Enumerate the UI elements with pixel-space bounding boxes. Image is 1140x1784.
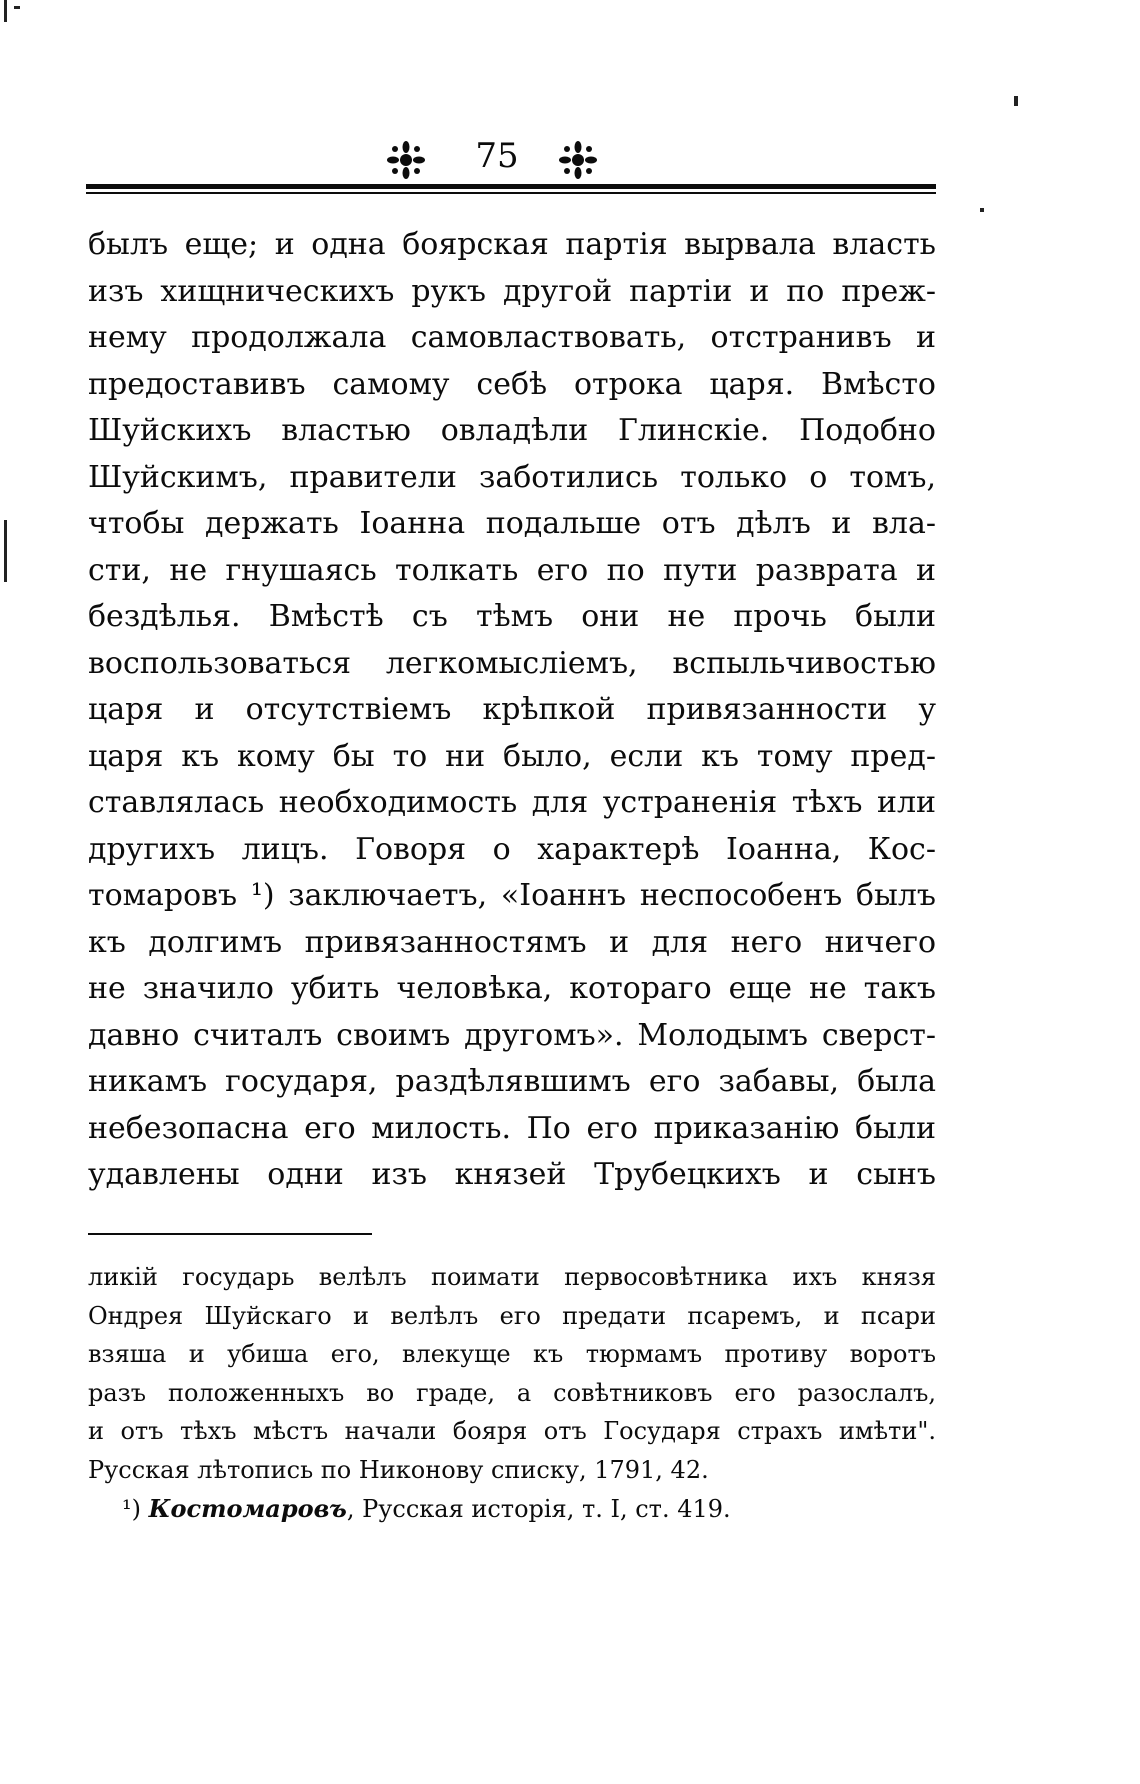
text-line: давно считалъ своимъ другомъ». Молодымъ сверст- (88, 1017, 936, 1053)
scan-mark (4, 0, 7, 22)
text-line: царя и отсутствіемъ крѣпкой привязанности у (88, 692, 936, 727)
scan-mark (14, 6, 20, 9)
text-line: царя къ кому бы то ни было, если къ тому пред- (88, 738, 936, 774)
header-rule-thick (86, 184, 936, 189)
footnote-line: Русская лѣтопись по Никонову списку, 1791, 42. (88, 1455, 709, 1484)
footnote-line: взяша и убиша его, влекуще къ тюрмамъ противу воротъ (88, 1340, 936, 1368)
text-line: чтобы держать Іоанна подальше отъ дѣлъ и вла- (88, 506, 936, 541)
main-text (88, 222, 936, 1199)
text-line: другихъ лицъ. Говоря о характерѣ Іоанна, Кос- (88, 831, 936, 867)
text-line: ставлялась необходимость для устраненія тѣхъ или (88, 785, 936, 820)
footnotes (88, 1258, 936, 1529)
text-line: предоставивъ самому себѣ отрока царя. Вмѣсто (88, 366, 936, 402)
text-line: нему продолжала самовластвовать, отстранивъ и (88, 320, 936, 355)
footnote-citation: , Русская исторія, т. I, ст. 419. (346, 1495, 731, 1523)
text-line: удавлены одни изъ князей Трубецкихъ и сынъ (88, 1157, 936, 1192)
footnote-line: и отъ тѣхъ мѣстъ начали бояря отъ Государя страхъ имѣти". (88, 1417, 936, 1445)
text-line: небезопасна его милость. По его приказанію были (88, 1110, 936, 1146)
scan-mark (980, 208, 984, 212)
scan-mark (1014, 96, 1018, 106)
footnote-line: разъ положенныхъ во граде, а совѣтниковъ его разослалъ, (88, 1378, 936, 1407)
floral-ornament-icon (386, 140, 426, 180)
footnote-marker: ¹) (122, 1495, 141, 1523)
text-line: бездѣлья. Вмѣстѣ съ тѣмъ они не прочь были (88, 599, 936, 634)
footnote-line: Ондрея Шуйскаго и велѣлъ его предати псаремъ, и псари (88, 1301, 936, 1330)
header-rule-thin (86, 192, 936, 194)
footnote-line: ликій государь велѣлъ поимати первосовѣтника ихъ князя (88, 1263, 936, 1291)
floral-ornament-icon (558, 140, 598, 180)
footnote-1 (88, 1489, 936, 1529)
footnote-separator (88, 1233, 372, 1235)
page-number: 75 (475, 136, 519, 176)
text-line: воспользоваться легкомысліемъ, вспыльчивостью (88, 645, 936, 681)
text-line: сти, не гнушаясь толкать его по пути разврата и (88, 552, 936, 588)
text-line: Шуйскимъ, правители заботились только о томъ, (88, 459, 936, 495)
text-line: никамъ государя, раздѣлявшимъ его забавы, была (88, 1064, 936, 1099)
text-line: изъ хищническихъ рукъ другой партіи и по преж- (88, 273, 936, 309)
scan-mark (4, 520, 7, 582)
text-line: былъ еще; и одна боярская партія вырвала власть (88, 227, 936, 262)
text-line: не значило убить человѣка, котораго еще не такъ (88, 971, 936, 1006)
text-line: къ долгимъ привязанностямъ и для него ничего (88, 924, 936, 960)
footnote-author: Костомаровъ (148, 1494, 347, 1523)
text-line: Шуйскихъ властью овладѣли Глинскіе. Подобно (88, 413, 936, 448)
text-line: томаровъ ¹) заключаетъ, «Іоаннъ неспособенъ былъ (88, 878, 936, 913)
